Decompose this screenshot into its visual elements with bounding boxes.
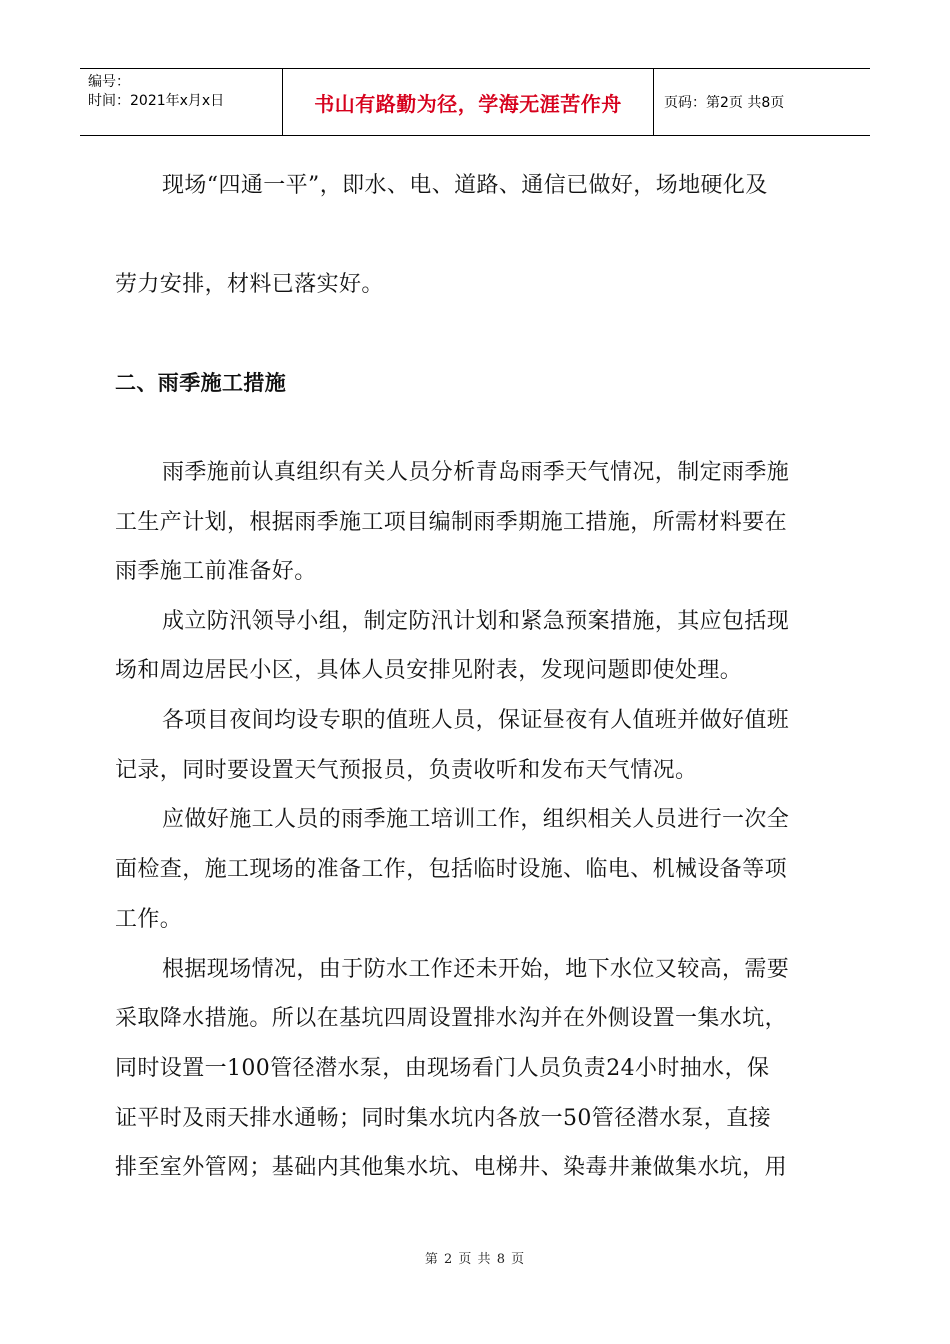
paragraph-line: 面检查，施工现场的准备工作，包括临时设施、临电、机械设备等项	[115, 857, 788, 882]
header-page-info: 页码：第2页 共8页	[664, 95, 785, 111]
paragraph-line: 同时设置一100管径潜水泵，由现场看门人员负责24小时抽水，保	[115, 1056, 770, 1081]
document-date-label: 时间：2021年x月x日	[88, 93, 225, 109]
paragraph-line: 根据现场情况，由于防水工作还未开始，地下水位又较高，需要	[162, 957, 790, 982]
paragraph-line: 采取降水措施。所以在基坑四周设置排水沟并在外侧设置一集水坑，	[115, 1006, 788, 1031]
paragraph-line: 雨季施工前准备好。	[115, 559, 317, 584]
document-number-label: 编号：	[88, 74, 130, 90]
paragraph-line: 记录，同时要设置天气预报员，负责收听和发布天气情况。	[115, 758, 698, 783]
paragraph-line: 应做好施工人员的雨季施工培训工作，组织相关人员进行一次全	[162, 807, 790, 832]
section-heading: 二、雨季施工措施	[115, 371, 287, 395]
header-page-cell	[654, 69, 870, 135]
paragraph-line: 排至室外管网；基础内其他集水坑、电梯井、染毒井兼做集水坑，用	[115, 1155, 788, 1180]
paragraph-line: 现场“四通一平”，即水、电、道路、通信已做好，场地硬化及	[162, 173, 768, 198]
paragraph-line: 证平时及雨天排水通畅；同时集水坑内各放一50管径潜水泵，直接	[115, 1106, 771, 1131]
paragraph-line: 雨季施前认真组织有关人员分析青岛雨季天气情况，制定雨季施	[162, 460, 790, 485]
paragraph-line: 工生产计划，根据雨季施工项目编制雨季期施工措施，所需材料要在	[115, 510, 788, 535]
paragraph-line: 各项目夜间均设专职的值班人员，保证昼夜有人值班并做好值班	[162, 708, 790, 733]
paragraph-line: 工作。	[115, 907, 183, 932]
paragraph-line: 场和周边居民小区，具体人员安排见附表，发现问题即使处理。	[115, 658, 743, 683]
header-meta-cell	[80, 69, 282, 135]
paragraph-line: 成立防汛领导小组，制定防汛计划和紧急预案措施，其应包括现	[162, 609, 790, 634]
header-motto: 书山有路勤为径，学海无涯苦作舟	[314, 91, 622, 116]
header-table	[80, 68, 870, 136]
page-footer: 第 2 页 共 8 页	[424, 1252, 526, 1267]
header-motto-cell	[282, 69, 654, 135]
paragraph-line: 劳力安排，材料已落实好。	[115, 272, 384, 297]
